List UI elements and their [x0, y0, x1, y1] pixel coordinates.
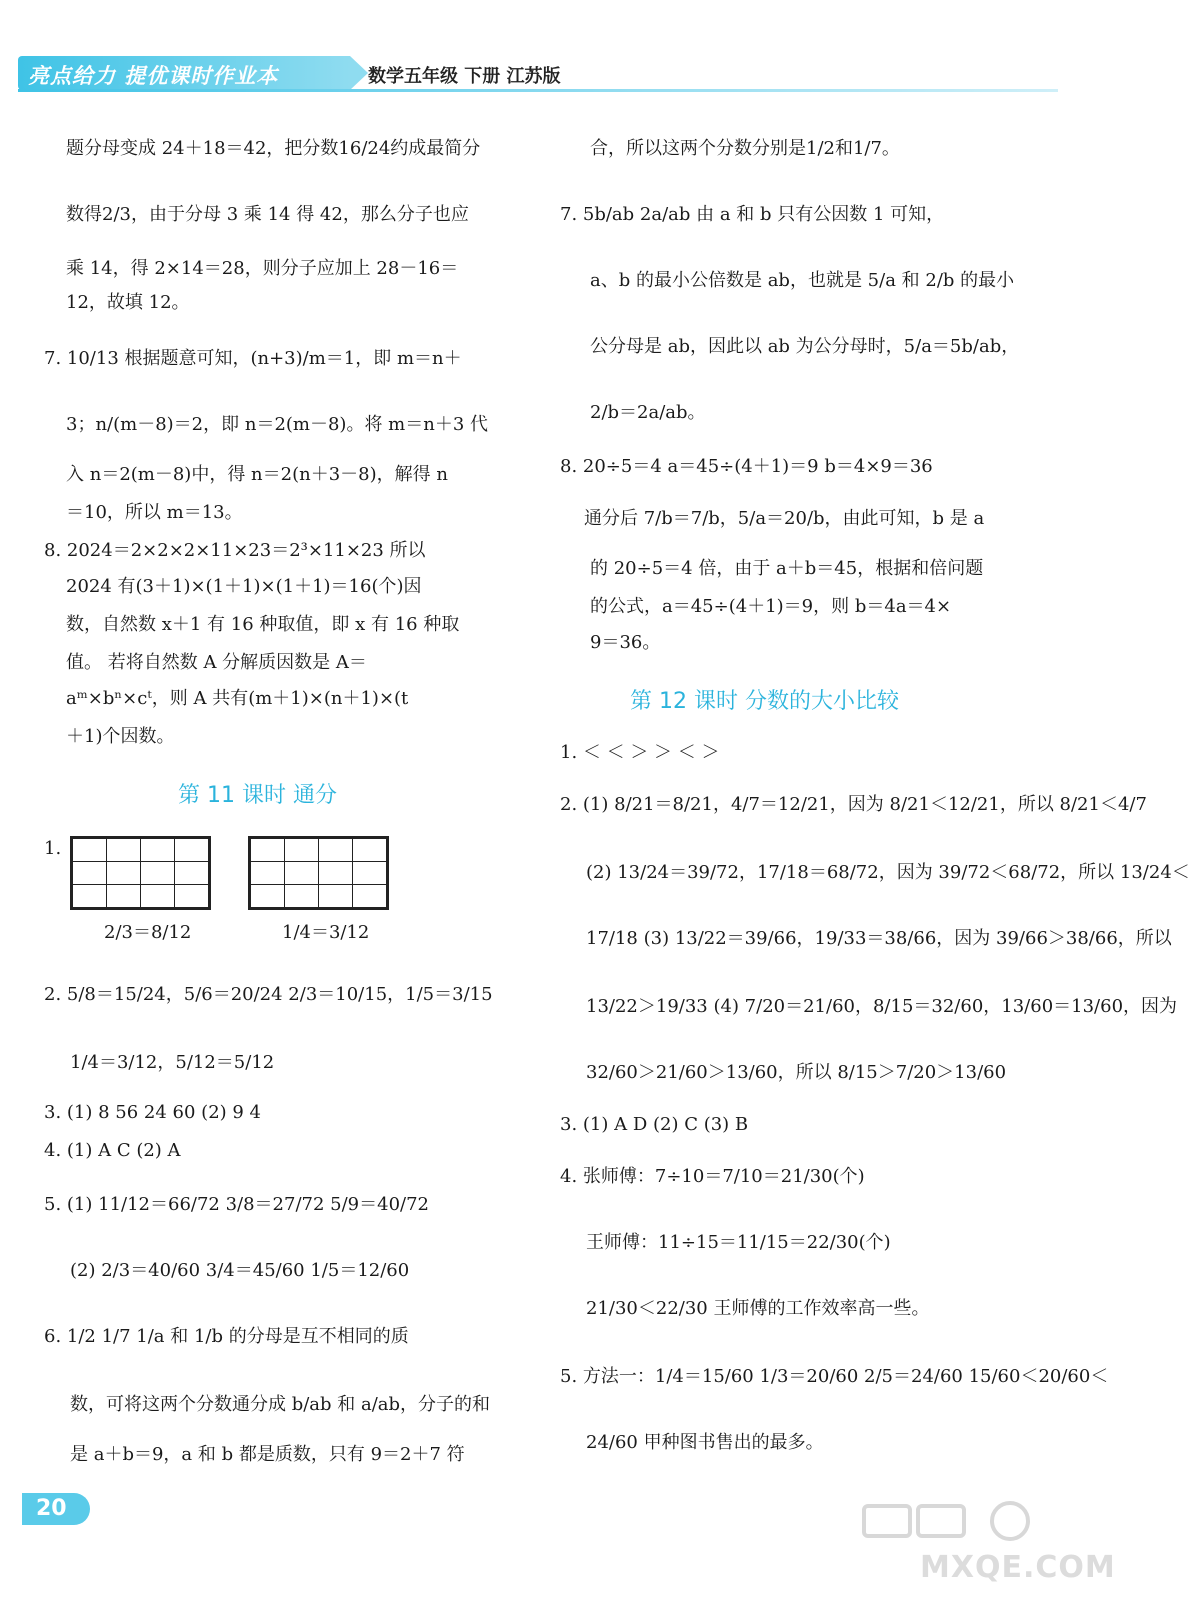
text-line: 7. 10/13 根据题意可知，(n+3)/m＝1，即 m＝n＋ [44, 348, 462, 369]
text-line: aᵐ×bⁿ×cᵗ，则 A 共有(m＋1)×(n＋1)×(t [66, 688, 409, 709]
text-line: 合，所以这两个分数分别是1/2和1/7。 [590, 138, 900, 159]
text-line: 值。 若将自然数 A 分解质因数是 A＝ [66, 652, 367, 673]
text-line: 8. 2024＝2×2×2×11×23＝2³×11×23 所以 [44, 540, 426, 561]
text-line: 的公式，a＝45÷(4＋1)＝9，则 b＝4a＝4× [590, 596, 952, 617]
answer-line: 4. 张师傅：7÷10＝7/10＝21/30(个) [560, 1166, 865, 1187]
text-line: 通分后 7/b＝7/b，5/a＝20/b，由此可知，b 是 a [584, 508, 985, 529]
section-title: 第 11 课时 通分 [178, 783, 337, 808]
answer-line: 24/60 甲种图书售出的最多。 [586, 1432, 824, 1453]
answer-line: 2. 5/8＝15/24，5/6＝20/24 2/3＝10/15，1/5＝3/15 [44, 984, 493, 1005]
book-title: 数学五年级 下册 江苏版 [368, 66, 561, 87]
text-line: 3；n/(m－8)＝2，即 n＝2(m－8)。将 m＝n＋3 代 [66, 414, 489, 435]
text-line: 题分母变成 24＋18＝42，把分数16/24约成最简分 [66, 138, 481, 159]
watermark-site: MXQE.COM [920, 1550, 1116, 1585]
text-line: 2/b＝2a/ab。 [590, 402, 706, 423]
question-number: 1. [44, 838, 62, 859]
answer-line: 2. (1) 8/21＝8/21，4/7＝12/21，因为 8/21＜12/21，所以 8/21＜4/7 [560, 794, 1147, 815]
answer-line: 17/18 (3) 13/22＝39/66，19/33＝38/66，因为 39/66＞38/66，所以 [586, 928, 1172, 949]
text-line: 9＝36。 [590, 632, 661, 653]
text-line: 的 20÷5＝4 倍，由于 a＋b＝45，根据和倍问题 [590, 558, 984, 579]
answer-line: 1. ＜ ＜ ＞ ＞ ＜ ＞ [560, 742, 720, 763]
answer-line: 3. (1) A D (2) C (3) B [560, 1114, 749, 1135]
answer-line: 32/60＞21/60＞13/60，所以 8/15＞7/20＞13/60 [586, 1062, 1007, 1083]
answer-line: (2) 2/3＝40/60 3/4＝45/60 1/5＝12/60 [70, 1260, 410, 1281]
answer-line: 5. (1) 11/12＝66/72 3/8＝27/72 5/9＝40/72 [44, 1194, 429, 1215]
grid-caption: 1/4＝3/12 [282, 922, 370, 943]
text-line: 入 n＝2(m－8)中，得 n＝2(n＋3－8)，解得 n [66, 464, 448, 485]
text-line: 数得2/3，由于分母 3 乘 14 得 42，那么分子也应 [66, 204, 469, 225]
answer-line: 数，可将这两个分数通分成 b/ab 和 a/ab，分子的和 [70, 1394, 491, 1415]
text-line: 公分母是 ab，因此以 ab 为公分母时，5/a＝5b/ab， [590, 336, 1020, 357]
header-divider [18, 89, 1058, 92]
answer-line: 21/30＜22/30 王师傅的工作效率高一些。 [586, 1298, 930, 1319]
watermark-logo-icon [860, 1500, 1050, 1540]
grid-caption: 2/3＝8/12 [104, 922, 192, 943]
answer-line: 5. 方法一：1/4＝15/60 1/3＝20/60 2/5＝24/60 15/60＜20/60＜ [560, 1366, 1109, 1387]
text-line: 数，自然数 x＋1 有 16 种取值，即 x 有 16 种取 [66, 614, 460, 635]
section-title: 第 12 课时 分数的大小比较 [630, 689, 899, 714]
text-line: 2024 有(3＋1)×(1＋1)×(1＋1)＝16(个)因 [66, 576, 422, 597]
answer-line: 是 a＋b＝9，a 和 b 都是质数，只有 9＝2＋7 符 [70, 1444, 465, 1465]
fraction-grid [248, 836, 389, 910]
brand-title: 亮点给力 提优课时作业本 [28, 64, 279, 88]
text-line: 乘 14，得 2×14＝28，则分子应加上 28－16＝ [66, 258, 459, 279]
answer-line: 1/4＝3/12，5/12＝5/12 [70, 1052, 275, 1073]
text-line: 8. 20÷5＝4 a＝45÷(4＋1)＝9 b＝4×9＝36 [560, 456, 933, 477]
answer-line: 6. 1/2 1/7 1/a 和 1/b 的分母是互不相同的质 [44, 1326, 409, 1347]
answer-line: (2) 13/24＝39/72，17/18＝68/72，因为 39/72＜68/72，所以 13/24＜ [586, 862, 1190, 883]
text-line: ＝10，所以 m＝13。 [66, 502, 243, 523]
answer-line: 4. (1) A C (2) A [44, 1140, 181, 1161]
answer-line: 3. (1) 8 56 24 60 (2) 9 4 [44, 1102, 262, 1123]
page-number: 20 [22, 1493, 90, 1525]
text-line: a、b 的最小公倍数是 ab，也就是 5/a 和 2/b 的最小 [590, 270, 1015, 291]
answer-line: 王师傅：11÷15＝11/15＝22/30(个) [586, 1232, 891, 1253]
text-line: ＋1)个因数。 [66, 726, 175, 747]
text-line: 12，故填 12。 [66, 292, 190, 313]
answer-line: 13/22＞19/33 (4) 7/20＝21/60，8/15＝32/60，13/60＝13/60，因为 [586, 996, 1178, 1017]
fraction-grid [70, 836, 211, 910]
text-line: 7. 5b/ab 2a/ab 由 a 和 b 只有公因数 1 可知， [560, 204, 945, 225]
